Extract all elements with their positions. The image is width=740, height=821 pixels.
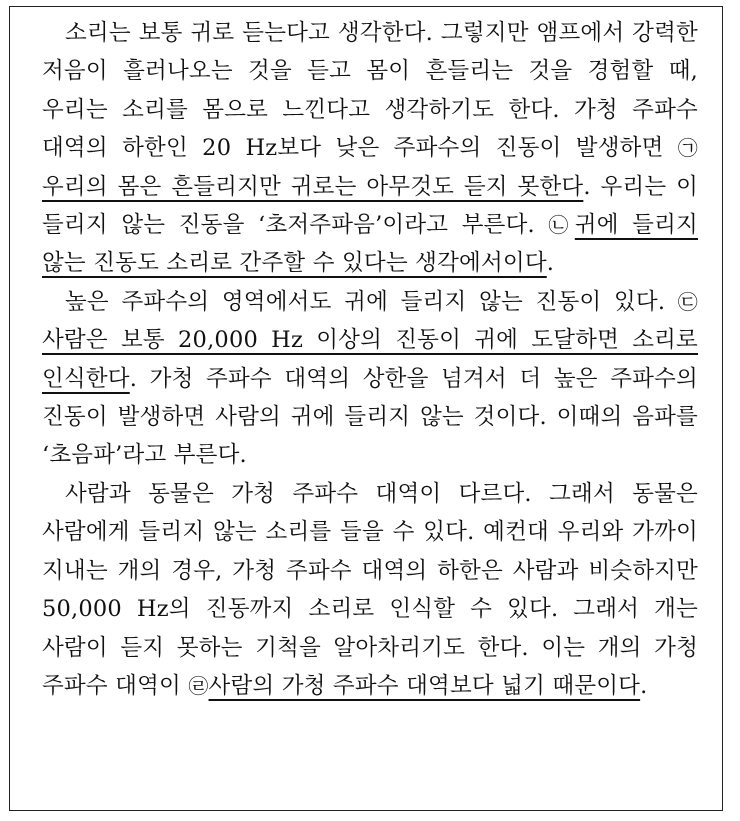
marker-4: ㉣ bbox=[188, 673, 209, 698]
p1-text-3: . bbox=[546, 250, 555, 277]
underlined-phrase-3: 사람은 보통 20,000 Hz 이상의 진동이 귀에 도달하면 소리로 인식한다 bbox=[42, 327, 698, 392]
p2-text-2: . 가청 주파수 대역의 상한을 넘겨서 더 높은 주파수의 진동이 발생하면 사람의 귀에 들리지 않는 것이다. 이때의 음파를 ‘초음파’라고 부른다. bbox=[42, 365, 698, 469]
underlined-phrase-1: 우리의 몸은 흔들리지만 귀로는 아무것도 듣지 못한다 bbox=[42, 173, 584, 200]
p1-text-2: . 우리는 이 들리지 않는 진동을 ‘초저주파음’이라고 부른다. bbox=[42, 173, 699, 239]
paragraph-3 bbox=[42, 475, 698, 705]
underlined-phrase-2: 귀에 들리지 않는 진동도 소리로 간주할 수 있다는 생각에서이다 bbox=[42, 212, 698, 277]
p1-text-1: 소리는 보통 귀로 듣는다고 생각한다. 그렇지만 앰프에서 강력한 저음이 흘러나오는 것을 듣고 몸이 흔들리는 것을 경험할 때, 우리는 소리를 몸으로 느낀다고 생각하기도 한다. 가청 주파수 대역의 하한인 20 Hz보다 낮은 주파수의 진동이 발생하면 bbox=[42, 20, 698, 162]
marker-3: ㉢ bbox=[677, 289, 698, 314]
p3-text-2: . bbox=[640, 672, 648, 699]
paragraph-1 bbox=[42, 14, 698, 283]
reading-passage bbox=[42, 14, 698, 705]
marker-1: ㉠ bbox=[677, 136, 698, 161]
p3-text-1: 사람과 동물은 가청 주파수 대역이 다르다. 그래서 동물은 사람에게 들리지 않는 소리를 들을 수 있다. 예컨대 우리와 가까이 지내는 개의 경우, 가청 주파수 대역의 하한은 사람과 비슷하지만 50,000 Hz의 진동까지 소리로 인식할 수 있다. 그래서 개는 사람이 듣지 못하는 기척을 알아차리기도 한다. 이는 개의 가청 주파수 대역이 bbox=[42, 480, 698, 699]
p2-text-1: 높은 주파수의 영역에서도 귀에 들리지 않는 진동이 있다. bbox=[65, 288, 678, 315]
paragraph-2 bbox=[42, 283, 698, 475]
marker-2: ㉡ bbox=[548, 213, 575, 238]
underlined-phrase-4: 사람의 가청 주파수 대역보다 넓기 때문이다 bbox=[208, 672, 641, 699]
